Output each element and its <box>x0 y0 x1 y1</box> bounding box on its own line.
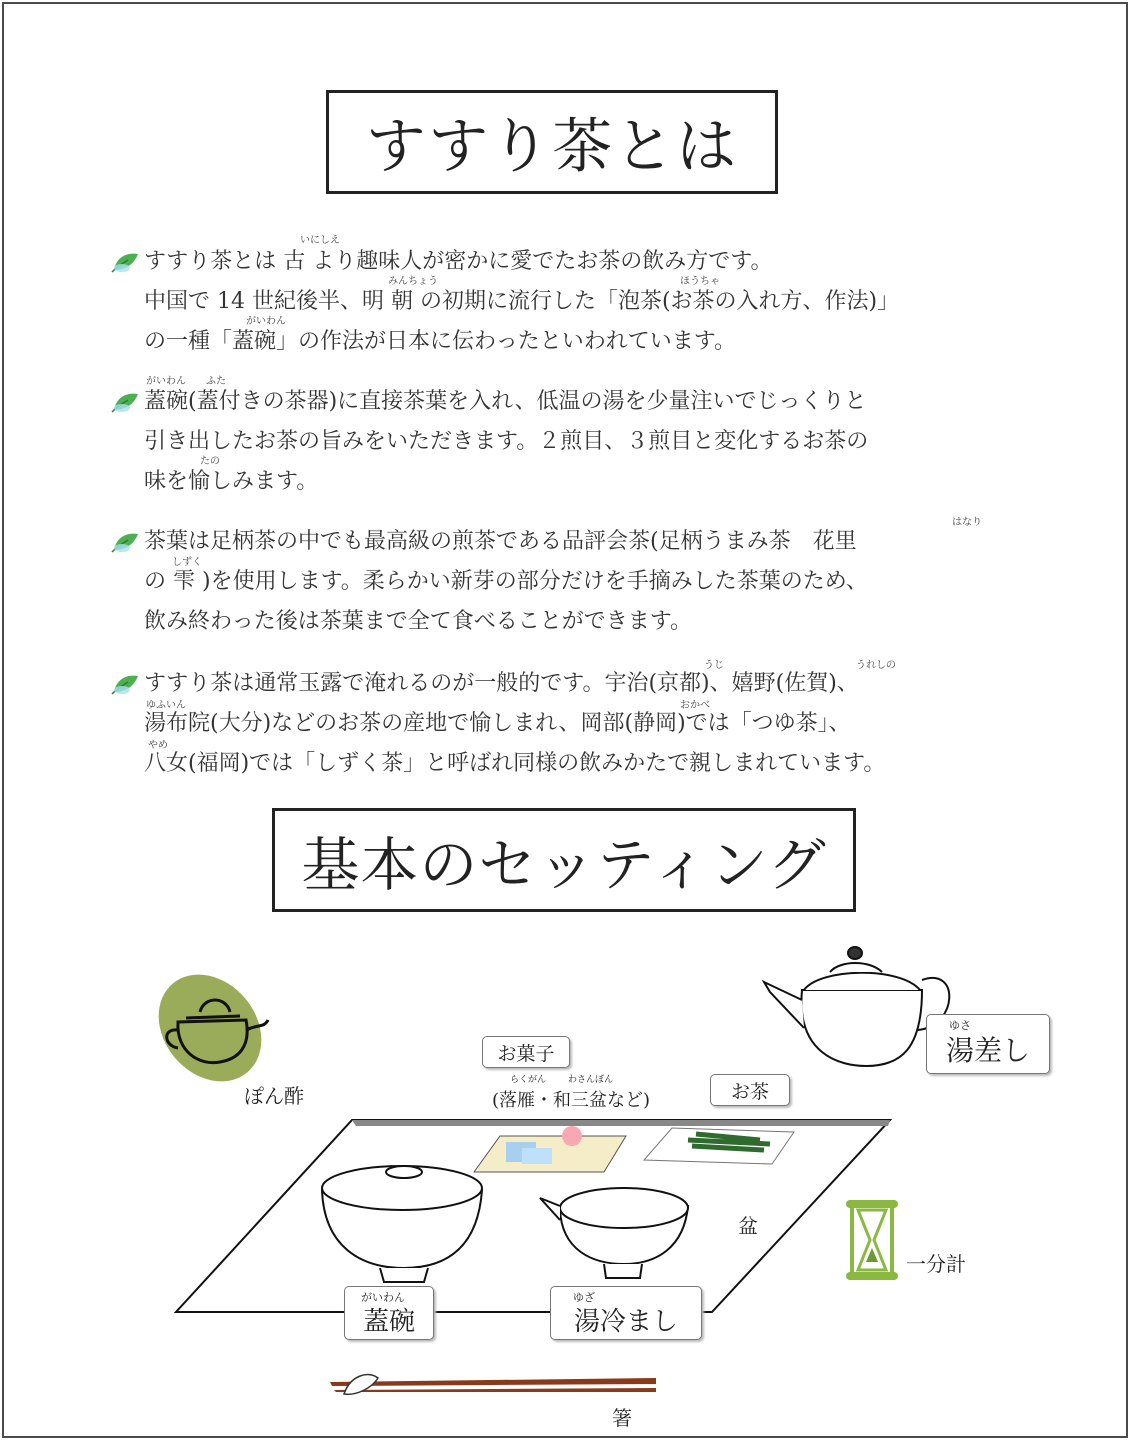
furigana-yuza: ゆざ <box>573 1291 595 1304</box>
furigana-inishie: いにしえ <box>300 235 340 246</box>
paragraph-4-line-1: すすり茶は通常玉露で淹れるのが一般的です。宇治(京都)、嬉野(佐賀)、 <box>144 671 859 696</box>
furigana-mincho: みんちょう <box>388 276 438 287</box>
furigana-tano: たの <box>200 456 220 467</box>
furigana-rakugan: らくがん <box>510 1075 547 1085</box>
label-ponzu: ぽん酢 <box>244 1084 304 1108</box>
furigana-yufuin: ゆふいん <box>146 700 186 711</box>
chopsticks-icon <box>330 1375 656 1395</box>
label-yusashi <box>926 1014 1050 1074</box>
furigana-futa: ふた <box>206 376 226 387</box>
furigana-wasanbon: わさんぼん <box>568 1075 614 1085</box>
paragraph-2-line-2: 引き出したお茶の旨みをいただきます。２煎目、３煎目と変化するお茶の <box>144 429 869 454</box>
furigana-gaiwan-1: がいわん <box>246 316 286 327</box>
paragraph-3-line-2: の 雫 )を使用します。柔らかい新芽の部分だけを手摘みした茶葉のため、 <box>144 569 868 594</box>
furigana-paocha: ほうちゃ <box>680 276 720 287</box>
label-ippunkei: 一分計 <box>906 1252 966 1276</box>
furigana-gaiwan-setting: がいわん <box>361 1291 405 1304</box>
label-bon: 盆 <box>738 1214 758 1238</box>
label-yuzamashi-text: 湯冷まし <box>573 1306 678 1337</box>
furigana-gaiwan-2: がいわん <box>146 376 186 387</box>
paragraph-2-line-3: 味を愉しみます。 <box>144 469 319 494</box>
paragraph-3-line-1: 茶葉は足柄茶の中でも最高級の煎茶である品評会茶(足柄うまみ茶 花里 <box>144 529 857 554</box>
furigana-hanari: はなり <box>952 517 982 528</box>
furigana-okabe: おかべ <box>680 700 710 711</box>
paragraph-1-line-2: 中国で 14 世紀後半、明 朝 の初期に流行した「泡茶(お茶の入れ方、作法)」 <box>144 289 900 314</box>
hourglass-icon <box>846 1200 898 1280</box>
furigana-ureshino: うれしの <box>856 660 896 671</box>
label-yusashi-text: 湯差し <box>945 1034 1030 1067</box>
furigana-uji: うじ <box>704 660 724 671</box>
title-suzuricha: すすり茶とは <box>326 90 778 194</box>
label-okashi: お菓子 <box>482 1036 570 1068</box>
paragraph-1-line-1: すすり茶とは 古 より趣味人が密かに愛でたお茶の飲み方です。 <box>144 249 773 274</box>
paragraph-1-line-3: の一種「蓋碗」の作法が日本に伝わったといわれています。 <box>144 329 737 354</box>
label-okashi-examples: (落雁・和三盆など) <box>492 1090 651 1111</box>
label-hashi: 箸 <box>612 1406 632 1430</box>
label-ocha: お茶 <box>710 1074 790 1106</box>
paragraph-4-line-2: 湯布院(大分)などのお茶の産地で愉しまれ、岡部(静岡)では「つゆ茶」、 <box>144 711 851 736</box>
label-gaiwan-text: 蓋碗 <box>362 1306 415 1337</box>
paragraph-3-line-3: 飲み終わった後は茶葉まで全て食べることができます。 <box>144 609 693 634</box>
label-yuzamashi <box>550 1286 702 1340</box>
teapot-icon <box>764 947 949 1066</box>
furigana-yusa: ゆさ <box>949 1019 971 1032</box>
paragraph-4-line-3: 八女(福岡)では「しずく茶」と呼ばれ同様の飲みかたで親しまれています。 <box>144 751 886 776</box>
title-basic-setting: 基本のセッティング <box>272 808 856 912</box>
paragraph-2-line-1: 蓋碗(蓋付きの茶器)に直接茶葉を入れ、低温の湯を少量注いでじっくりと <box>144 389 867 414</box>
furigana-yame: やめ <box>148 740 168 751</box>
furigana-shizuku: しずく <box>172 557 202 568</box>
label-gaiwan <box>344 1286 434 1340</box>
